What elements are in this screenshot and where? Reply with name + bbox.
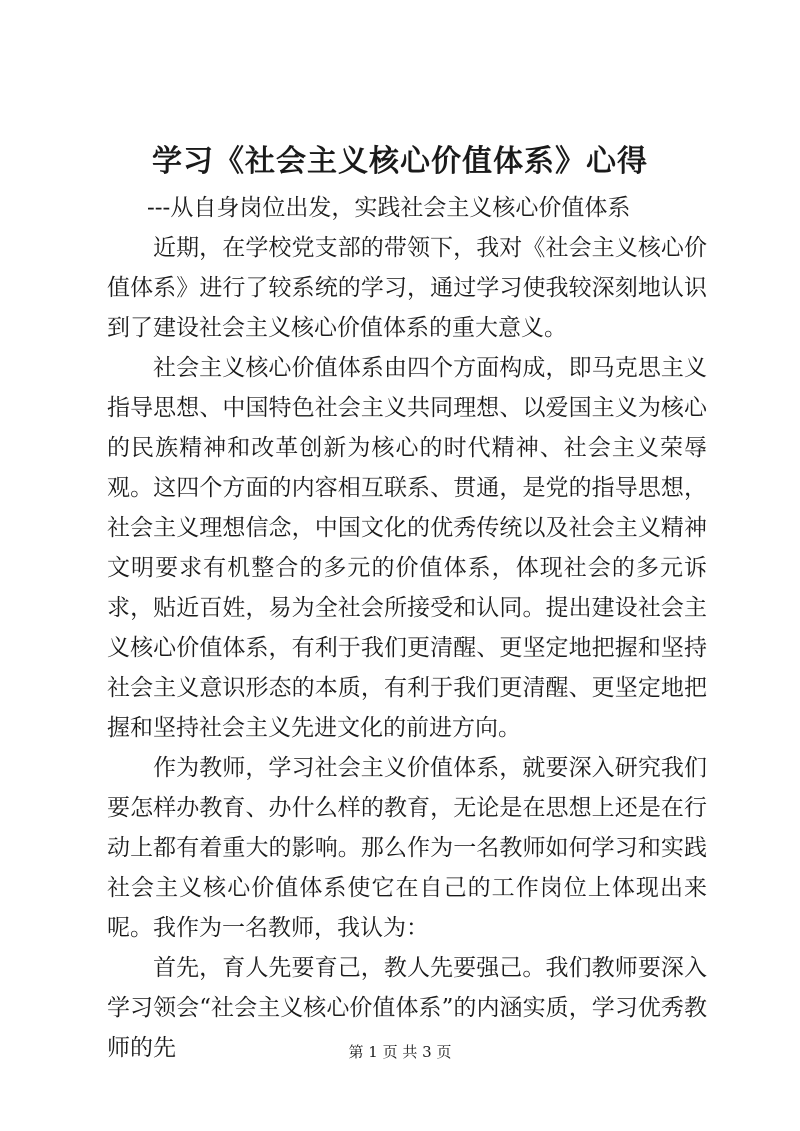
document-body — [107, 228, 707, 1068]
paragraph-2: 社会主义核心价值体系由四个方面构成，即马克思主义指导思想、中国特色社会主义共同理想、以爱国主义为核心的民族精神和改革创新为核心的时代精神、社会主义荣辱观。这四个方面的内容相互联系、贯通，是党的指导思想，社会主义理想信念，中国文化的优秀传统以及社会主义精神文明要求有机整合的多元的价值体系，体现社会的多元诉求，贴近百姓，易为全社会所接受和认同。提出建设社会主义核心价值体系，有利于我们更清醒、更坚定地把握和坚持社会主义意识形态的本质，有利于我们更清醒、更坚定地把握和坚持社会主义先进文化的前进方向。 — [107, 355, 707, 741]
paragraph-4: 首先，育人先要育己，教人先要强己。我们教师要深入学习领会“社会主义核心价值体系”的内涵实质，学习优秀教师的先 — [107, 955, 707, 1061]
document-title: 学习《社会主义核心价值体系》心得 — [152, 144, 648, 179]
paragraph-3: 作为教师，学习社会主义价值体系，就要深入研究我们要怎样办教育、办什么样的教育，无论是在思想上还是在行动上都有着重大的影响。那么作为一名教师如何学习和实践社会主义核心价值体系使它在自己的工作岗位上体现出来呢。我作为一名教师，我认为： — [107, 755, 707, 941]
paragraph-1: 近期，在学校党支部的带领下，我对《社会主义核心价值体系》进行了较系统的学习，通过学习使我较深刻地认识到了建设社会主义核心价值体系的重大意义。 — [107, 235, 707, 341]
page-footer: 第 1 页 共 3 页 — [348, 1043, 452, 1061]
document-subtitle: ---从自身岗位出发，实践社会主义核心价值体系 — [147, 195, 631, 221]
